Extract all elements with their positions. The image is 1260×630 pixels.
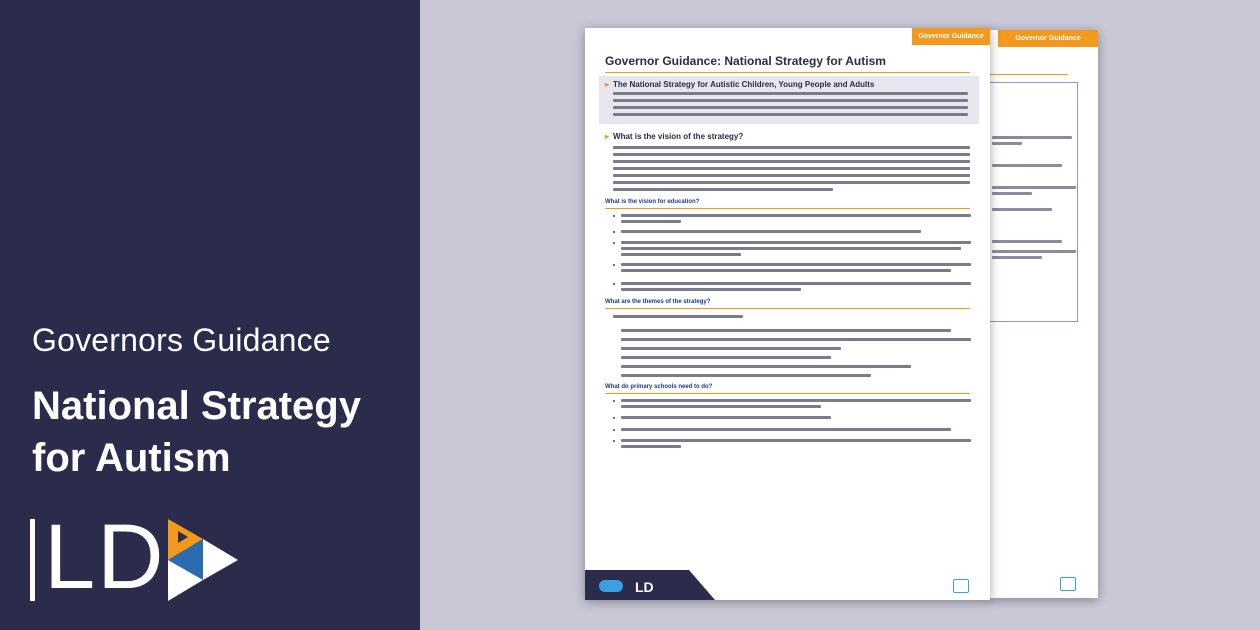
question-heading: What is the vision for education?: [605, 199, 700, 205]
document-title: Governor Guidance: National Strategy for Autism: [605, 54, 886, 68]
section-heading: ▸ The National Strategy for Autistic Children, Young People and Adults: [605, 80, 874, 89]
numbered-line: [621, 374, 871, 377]
text-line: [613, 153, 970, 156]
text-line: [613, 106, 968, 109]
text-line: [613, 188, 833, 191]
back-text-line: [992, 208, 1052, 211]
text-line: [621, 220, 681, 223]
text-line: [621, 214, 971, 217]
bullet: [613, 400, 615, 402]
back-text-line: [992, 164, 1062, 167]
question-rule: [605, 308, 970, 309]
text-line: [621, 445, 681, 448]
page-title: National Strategy for Autism: [32, 384, 361, 480]
logo-text: LD: [44, 506, 166, 608]
numbered-line: [621, 347, 841, 350]
numbered-line: [621, 356, 831, 359]
title-rule: [605, 72, 970, 73]
text-line: [621, 269, 951, 272]
text-line: [621, 288, 801, 291]
bullet: [613, 264, 615, 266]
text-line: [621, 253, 741, 256]
back-footer-icon: [1060, 577, 1076, 591]
numbered-line: [621, 338, 971, 341]
back-text-line: [992, 240, 1062, 243]
text-line: [613, 146, 970, 149]
subtitle: Governors Guidance: [32, 322, 331, 358]
document-footer: [585, 570, 990, 600]
text-line: [613, 160, 970, 163]
back-text-line: [992, 142, 1022, 145]
question-rule: [605, 208, 970, 209]
text-line: [613, 315, 743, 318]
text-line: [621, 399, 971, 402]
tab-label-back: Governor Guidance: [998, 30, 1098, 47]
text-line: [621, 416, 831, 419]
footer-icon: [953, 579, 969, 593]
bullet: [613, 242, 615, 244]
numbered-line: [621, 329, 951, 332]
text-line: [613, 92, 968, 95]
text-line: [613, 99, 968, 102]
document-back-page: [988, 30, 1098, 598]
back-box: [988, 82, 1078, 322]
bullet: [613, 231, 615, 233]
section-heading: ▸ What is the vision of the strategy?: [605, 132, 743, 141]
text-line: [621, 405, 821, 408]
back-text-line: [992, 250, 1076, 253]
text-line: [613, 113, 968, 116]
text-line: [613, 167, 970, 170]
footer-logo: LD: [635, 579, 654, 595]
logo-bar: [30, 519, 35, 601]
text-line: [621, 230, 921, 233]
ld-logo: [30, 506, 240, 608]
text-line: [621, 241, 971, 244]
question-rule: [605, 393, 970, 394]
question-heading: What are the themes of the strategy?: [605, 299, 711, 305]
question-heading: What do primary schools need to do?: [605, 384, 713, 390]
document-front-page: [585, 28, 990, 600]
back-text-line: [992, 136, 1072, 139]
bullet: [613, 215, 615, 217]
text-line: [613, 174, 970, 177]
school-badge-icon: [599, 580, 623, 592]
back-rule: [988, 74, 1068, 75]
back-text-line: [992, 186, 1076, 189]
back-text-line: [992, 256, 1042, 259]
back-text-line: [992, 192, 1032, 195]
bullet: [613, 417, 615, 419]
left-panel: [0, 0, 420, 630]
ld-triangle-icon: [168, 519, 238, 601]
tab-label: Governor Guidance: [912, 28, 990, 45]
text-line: [621, 263, 971, 266]
text-line: [621, 247, 961, 250]
text-line: [613, 181, 970, 184]
text-line: [621, 439, 971, 442]
bullet: [613, 283, 615, 285]
text-line: [621, 428, 951, 431]
bullet: [613, 440, 615, 442]
numbered-line: [621, 365, 911, 368]
bullet: [613, 429, 615, 431]
text-line: [621, 282, 971, 285]
